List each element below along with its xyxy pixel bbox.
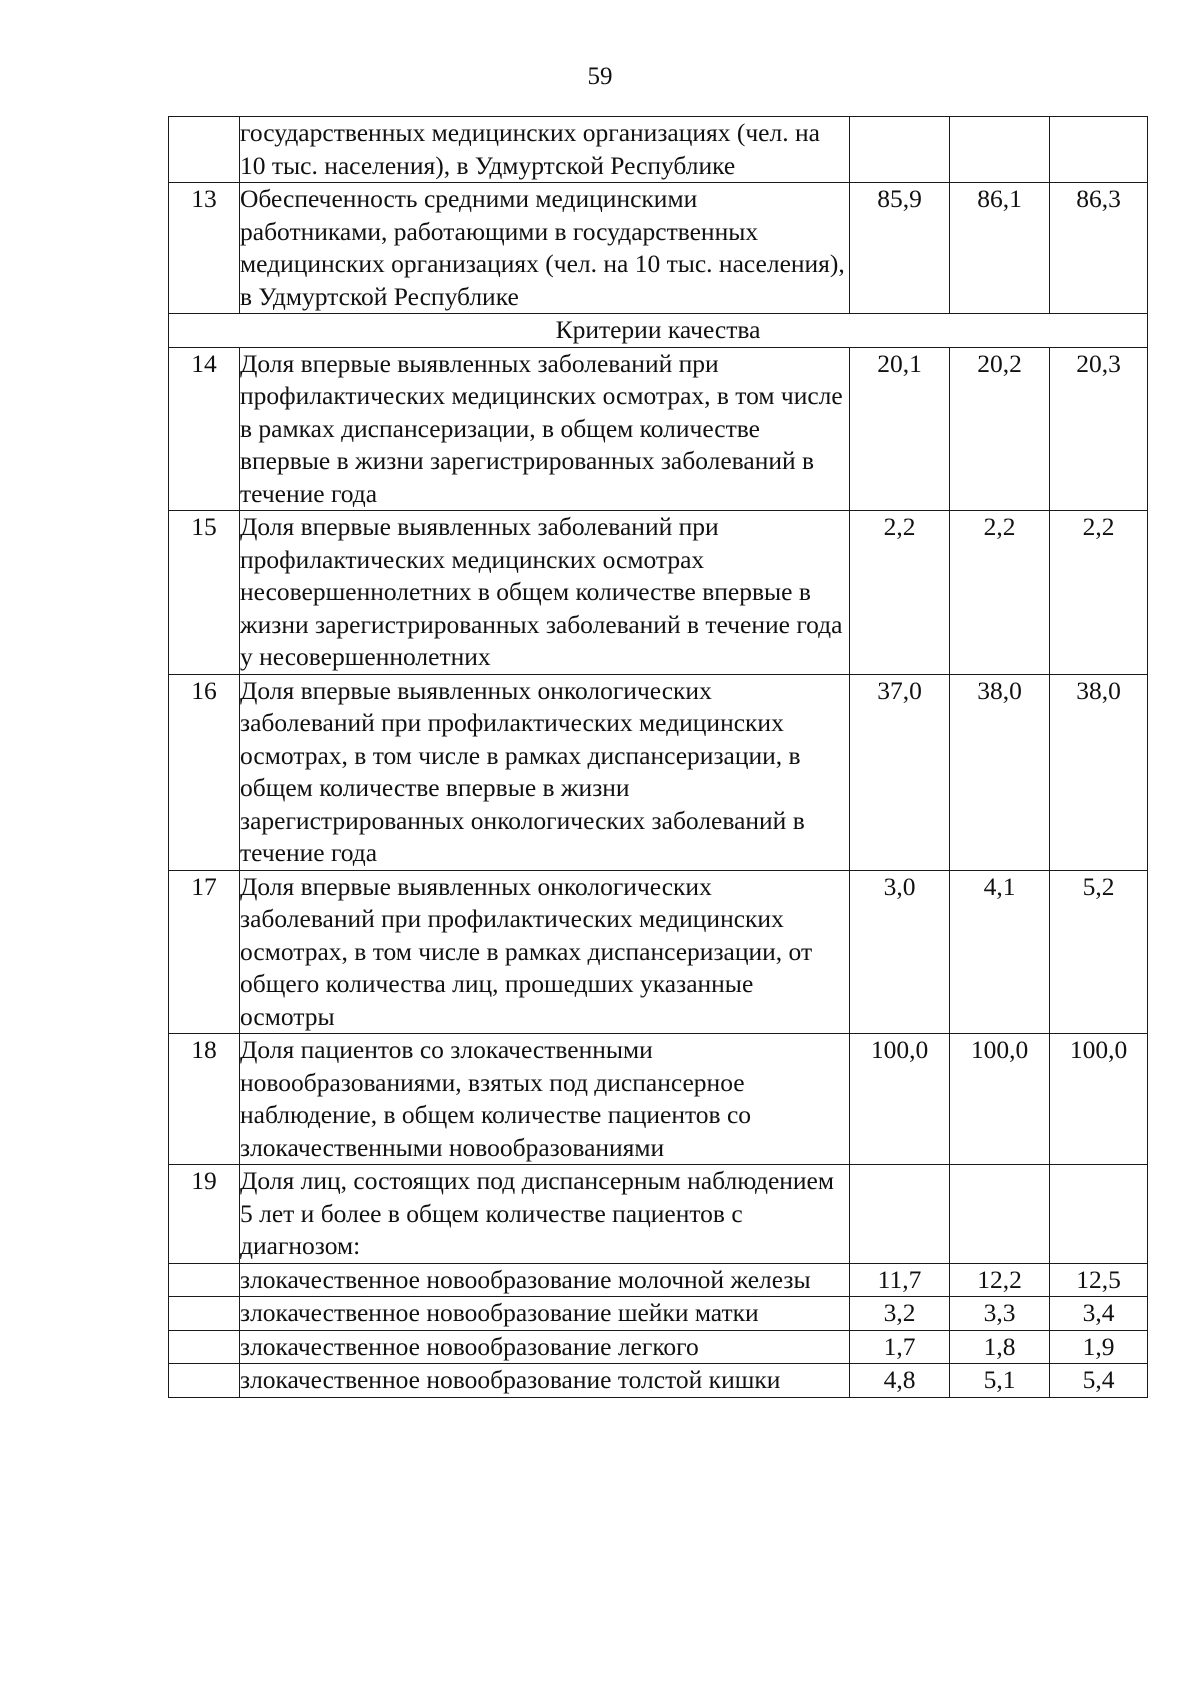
value-col-1: 100,0: [850, 1034, 950, 1165]
value-col-3: 5,2: [1050, 870, 1148, 1034]
page-number: 59: [587, 63, 613, 90]
row-description: Доля впервые выявленных онкологических заболеваний при профилактических медицинских осмотрах, в том числе в рамках диспансеризации, от общего количества лиц, прошедших указанные осмотры: [240, 870, 850, 1034]
row-description: злокачественное новообразование толстой кишки: [240, 1364, 850, 1398]
value-col-3: 86,3: [1050, 183, 1148, 314]
table-row: [169, 347, 1148, 511]
value-col-3: 1,9: [1050, 1330, 1148, 1364]
section-row: [169, 314, 1148, 348]
value-col-2: 4,1: [950, 870, 1050, 1034]
value-col-3: 2,2: [1050, 511, 1148, 675]
value-col-2: 38,0: [950, 674, 1050, 870]
value-col-3: 20,3: [1050, 347, 1148, 511]
value-col-1: 3,0: [850, 870, 950, 1034]
value-col-1: [850, 1165, 950, 1264]
value-col-1: 4,8: [850, 1364, 950, 1398]
value-col-1: 2,2: [850, 511, 950, 675]
table-row: [169, 1297, 1148, 1331]
table-row: [169, 1263, 1148, 1297]
value-col-1: 37,0: [850, 674, 950, 870]
value-col-1: 1,7: [850, 1330, 950, 1364]
value-col-1: 3,2: [850, 1297, 950, 1331]
value-col-1: 85,9: [850, 183, 950, 314]
row-number: 17: [169, 870, 240, 1034]
value-col-2: 5,1: [950, 1364, 1050, 1398]
row-description: Доля пациентов со злокачественными новообразованиями, взятых под диспансерное наблюдение, в общем количестве пациентов со злокачественными новообразованиями: [240, 1034, 850, 1165]
row-number: 19: [169, 1165, 240, 1264]
criteria-table: [168, 116, 1148, 1398]
value-col-3: [1050, 1165, 1148, 1264]
value-col-3: 100,0: [1050, 1034, 1148, 1165]
row-description: злокачественное новообразование шейки матки: [240, 1297, 850, 1331]
row-number: 13: [169, 183, 240, 314]
value-col-3: 3,4: [1050, 1297, 1148, 1331]
row-description: Доля лиц, состоящих под диспансерным наблюдением 5 лет и более в общем количестве пациентов с диагнозом:: [240, 1165, 850, 1264]
section-title: Критерии качества: [169, 314, 1148, 348]
value-col-2: 3,3: [950, 1297, 1050, 1331]
row-number: 14: [169, 347, 240, 511]
value-col-2: [950, 1165, 1050, 1264]
row-description: Доля впервые выявленных заболеваний при профилактических медицинских осмотрах, в том числе в рамках диспансеризации, в общем количестве впервые в жизни зарегистрированных заболеваний в течение года: [240, 347, 850, 511]
table-row: [169, 183, 1148, 314]
row-number: [169, 1364, 240, 1398]
table-row: [169, 1034, 1148, 1165]
value-col-2: [950, 117, 1050, 183]
table-row: [169, 870, 1148, 1034]
criteria-table-body: [169, 117, 1148, 1398]
value-col-1: [850, 117, 950, 183]
table-row: [169, 674, 1148, 870]
row-description: государственных медицинских организациях (чел. на 10 тыс. населения), в Удмуртской Республике: [240, 117, 850, 183]
table-row: [169, 1165, 1148, 1264]
row-description: злокачественное новообразование легкого: [240, 1330, 850, 1364]
row-number: 18: [169, 1034, 240, 1165]
table-row: [169, 1364, 1148, 1398]
table-row: [169, 511, 1148, 675]
value-col-2: 86,1: [950, 183, 1050, 314]
value-col-2: 20,2: [950, 347, 1050, 511]
row-number: [169, 1330, 240, 1364]
row-number: [169, 1263, 240, 1297]
value-col-2: 1,8: [950, 1330, 1050, 1364]
value-col-3: 12,5: [1050, 1263, 1148, 1297]
row-description: Обеспеченность средними медицинскими работниками, работающими в государственных медицинских организациях (чел. на 10 тыс. населения), в Удмуртской Республике: [240, 183, 850, 314]
value-col-2: 100,0: [950, 1034, 1050, 1165]
row-number: 15: [169, 511, 240, 675]
value-col-2: 12,2: [950, 1263, 1050, 1297]
row-number: [169, 1297, 240, 1331]
value-col-1: 11,7: [850, 1263, 950, 1297]
value-col-3: [1050, 117, 1148, 183]
value-col-3: 5,4: [1050, 1364, 1148, 1398]
table-row: [169, 117, 1148, 183]
row-number: 16: [169, 674, 240, 870]
row-number: [169, 117, 240, 183]
row-description: Доля впервые выявленных онкологических заболеваний при профилактических медицинских осмотрах, в том числе в рамках диспансеризации, в общем количестве впервые в жизни зарегистрированных онкологических заболеваний в течение года: [240, 674, 850, 870]
table-row: [169, 1330, 1148, 1364]
row-description: Доля впервые выявленных заболеваний при профилактических медицинских осмотрах несовершеннолетних в общем количестве впервые в жизни зарегистрированных заболеваний в течение года у несовершеннолетних: [240, 511, 850, 675]
value-col-2: 2,2: [950, 511, 1050, 675]
value-col-1: 20,1: [850, 347, 950, 511]
value-col-3: 38,0: [1050, 674, 1148, 870]
row-description: злокачественное новообразование молочной железы: [240, 1263, 850, 1297]
